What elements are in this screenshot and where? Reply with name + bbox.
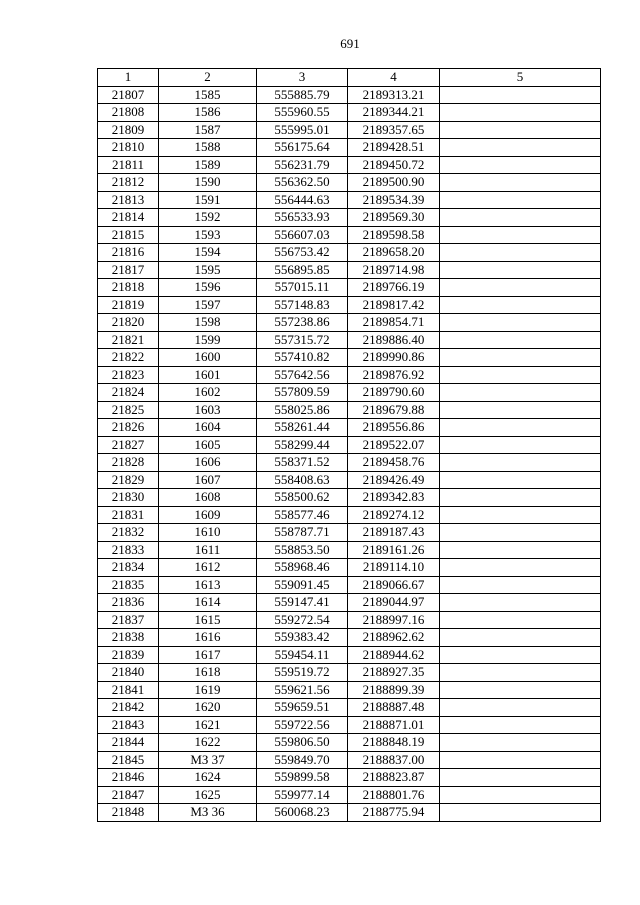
table-cell: 2189458.76 <box>348 454 440 472</box>
table-cell: 21841 <box>98 681 159 699</box>
table-cell: 2189187.43 <box>348 524 440 542</box>
table-cell: 1625 <box>159 786 257 804</box>
table-cell: 558371.52 <box>257 454 348 472</box>
table-cell: 21818 <box>98 279 159 297</box>
table-cell: 559519.72 <box>257 664 348 682</box>
table-cell: 558299.44 <box>257 436 348 454</box>
table-cell <box>440 191 601 209</box>
table-cell: 1588 <box>159 139 257 157</box>
table-cell: 559659.51 <box>257 699 348 717</box>
coordinates-table <box>97 68 601 822</box>
table-row <box>98 244 601 262</box>
table-cell <box>440 349 601 367</box>
table-row <box>98 646 601 664</box>
table-cell: 1600 <box>159 349 257 367</box>
table-cell: 21809 <box>98 121 159 139</box>
table-row <box>98 786 601 804</box>
table-row <box>98 664 601 682</box>
table-cell: 21843 <box>98 716 159 734</box>
table-cell: 2188997.16 <box>348 611 440 629</box>
table-cell: 557238.86 <box>257 314 348 332</box>
table-cell: 21846 <box>98 769 159 787</box>
table-cell: 1594 <box>159 244 257 262</box>
table-cell: 1605 <box>159 436 257 454</box>
table-cell: 560068.23 <box>257 804 348 822</box>
table-cell <box>440 156 601 174</box>
table-cell: 558500.62 <box>257 489 348 507</box>
table-row <box>98 541 601 559</box>
table-cell: 2189428.51 <box>348 139 440 157</box>
table-cell: 555995.01 <box>257 121 348 139</box>
table-cell: 556753.42 <box>257 244 348 262</box>
table-cell <box>440 296 601 314</box>
table-cell <box>440 594 601 612</box>
table-cell: 2189450.72 <box>348 156 440 174</box>
table-cell: 21808 <box>98 104 159 122</box>
table-cell <box>440 751 601 769</box>
table-cell: 2189886.40 <box>348 331 440 349</box>
table-cell <box>440 174 601 192</box>
table-row <box>98 769 601 787</box>
table-cell: 1589 <box>159 156 257 174</box>
table-cell <box>440 629 601 647</box>
table-cell: 21813 <box>98 191 159 209</box>
table-cell: 2188837.00 <box>348 751 440 769</box>
table-cell: 21827 <box>98 436 159 454</box>
table-row <box>98 121 601 139</box>
table-row <box>98 401 601 419</box>
table-cell: 556362.50 <box>257 174 348 192</box>
table-cell: 1596 <box>159 279 257 297</box>
table-cell: 556895.85 <box>257 261 348 279</box>
table-cell: 556231.79 <box>257 156 348 174</box>
table-row <box>98 156 601 174</box>
table-cell <box>440 664 601 682</box>
table-cell <box>440 769 601 787</box>
table-row <box>98 454 601 472</box>
table-cell: 2188944.62 <box>348 646 440 664</box>
table-cell: 1585 <box>159 86 257 104</box>
table-cell <box>440 244 601 262</box>
table-cell <box>440 611 601 629</box>
table-cell: 559977.14 <box>257 786 348 804</box>
table-cell: 21821 <box>98 331 159 349</box>
table-cell: 21840 <box>98 664 159 682</box>
table-cell: 555960.55 <box>257 104 348 122</box>
table-row <box>98 734 601 752</box>
table-cell: 21825 <box>98 401 159 419</box>
table-cell: 21839 <box>98 646 159 664</box>
table-cell <box>440 419 601 437</box>
table-cell <box>440 86 601 104</box>
table-cell: 2189161.26 <box>348 541 440 559</box>
table-cell: 556533.93 <box>257 209 348 227</box>
table-cell: 1603 <box>159 401 257 419</box>
table-cell: 2188848.19 <box>348 734 440 752</box>
table-cell: 1620 <box>159 699 257 717</box>
table-cell: 1587 <box>159 121 257 139</box>
table-cell: 21811 <box>98 156 159 174</box>
table-cell <box>440 366 601 384</box>
table-cell: 21847 <box>98 786 159 804</box>
table-row <box>98 436 601 454</box>
table-cell: 2189766.19 <box>348 279 440 297</box>
table-cell: 2188962.62 <box>348 629 440 647</box>
table-cell: 2189876.92 <box>348 366 440 384</box>
table-cell: 2189342.83 <box>348 489 440 507</box>
table-cell: 2189569.30 <box>348 209 440 227</box>
table-cell <box>440 226 601 244</box>
table-cell: 2189658.20 <box>348 244 440 262</box>
table-cell: 21822 <box>98 349 159 367</box>
table-cell: МЗ 36 <box>159 804 257 822</box>
table-cell: 2189817.42 <box>348 296 440 314</box>
table-cell: 21844 <box>98 734 159 752</box>
table-row <box>98 314 601 332</box>
table-cell <box>440 804 601 822</box>
table-cell: 1592 <box>159 209 257 227</box>
table-row <box>98 489 601 507</box>
table-cell: 2189598.58 <box>348 226 440 244</box>
table-row <box>98 716 601 734</box>
table-cell: 21835 <box>98 576 159 594</box>
table-cell <box>440 681 601 699</box>
table-cell: 1611 <box>159 541 257 559</box>
table-row <box>98 681 601 699</box>
table-row <box>98 524 601 542</box>
table-cell: 21807 <box>98 86 159 104</box>
table-row <box>98 279 601 297</box>
table-cell: 21812 <box>98 174 159 192</box>
table-cell <box>440 314 601 332</box>
table-cell: 559091.45 <box>257 576 348 594</box>
table-cell: 21834 <box>98 559 159 577</box>
table-cell <box>440 436 601 454</box>
table-row <box>98 349 601 367</box>
table-cell: 559621.56 <box>257 681 348 699</box>
table-row <box>98 419 601 437</box>
table-cell <box>440 139 601 157</box>
table-row <box>98 699 601 717</box>
table-cell: 1624 <box>159 769 257 787</box>
table-cell: 21810 <box>98 139 159 157</box>
table-cell: 558853.50 <box>257 541 348 559</box>
table-cell: 1616 <box>159 629 257 647</box>
table-cell: 559147.41 <box>257 594 348 612</box>
table-cell: 1619 <box>159 681 257 699</box>
table-row <box>98 629 601 647</box>
table-cell: 559272.54 <box>257 611 348 629</box>
table-cell: 1598 <box>159 314 257 332</box>
table-cell: 559383.42 <box>257 629 348 647</box>
table-cell: 1615 <box>159 611 257 629</box>
table-cell <box>440 121 601 139</box>
table-row <box>98 611 601 629</box>
table-row <box>98 594 601 612</box>
table-row <box>98 804 601 822</box>
table-cell: 558025.86 <box>257 401 348 419</box>
table-cell: 555885.79 <box>257 86 348 104</box>
table-cell <box>440 471 601 489</box>
table-cell: 1601 <box>159 366 257 384</box>
table-cell: 1609 <box>159 506 257 524</box>
table-cell: 1614 <box>159 594 257 612</box>
table-row <box>98 86 601 104</box>
table-cell: 558408.63 <box>257 471 348 489</box>
table-cell <box>440 279 601 297</box>
table-cell: 557148.83 <box>257 296 348 314</box>
column-header: 1 <box>98 69 159 87</box>
table-cell: 557642.56 <box>257 366 348 384</box>
table-cell: 21845 <box>98 751 159 769</box>
table-cell <box>440 576 601 594</box>
table-cell: 1617 <box>159 646 257 664</box>
table-cell <box>440 524 601 542</box>
table-cell: 559454.11 <box>257 646 348 664</box>
table-cell <box>440 261 601 279</box>
table-row <box>98 366 601 384</box>
table-row <box>98 471 601 489</box>
table-row <box>98 174 601 192</box>
table-cell <box>440 699 601 717</box>
table-cell: 1604 <box>159 419 257 437</box>
table-row <box>98 576 601 594</box>
table-cell: 1586 <box>159 104 257 122</box>
table-cell: 2189114.10 <box>348 559 440 577</box>
table-cell: 21838 <box>98 629 159 647</box>
table-cell: 21829 <box>98 471 159 489</box>
column-header: 3 <box>257 69 348 87</box>
table-cell: 559849.70 <box>257 751 348 769</box>
table-cell: 21831 <box>98 506 159 524</box>
table-cell: 2189854.71 <box>348 314 440 332</box>
table-cell: 557410.82 <box>257 349 348 367</box>
table-cell: 21823 <box>98 366 159 384</box>
table-cell: 21833 <box>98 541 159 559</box>
table-cell: 2188823.87 <box>348 769 440 787</box>
table-row <box>98 506 601 524</box>
table-cell: 2188899.39 <box>348 681 440 699</box>
table-cell <box>440 104 601 122</box>
table-cell <box>440 401 601 419</box>
table-cell <box>440 384 601 402</box>
table-cell <box>440 489 601 507</box>
table-cell: 21816 <box>98 244 159 262</box>
table-cell: 2188871.01 <box>348 716 440 734</box>
table-row <box>98 559 601 577</box>
table-cell <box>440 541 601 559</box>
table-cell: 556444.63 <box>257 191 348 209</box>
table-cell: 2189274.12 <box>348 506 440 524</box>
table-cell: 2188887.48 <box>348 699 440 717</box>
table-cell: 2189679.88 <box>348 401 440 419</box>
table-cell: 559806.50 <box>257 734 348 752</box>
table-cell <box>440 734 601 752</box>
table-cell: 558787.71 <box>257 524 348 542</box>
table-cell: 21826 <box>98 419 159 437</box>
table-row <box>98 226 601 244</box>
table-cell: 1599 <box>159 331 257 349</box>
table-cell <box>440 559 601 577</box>
table-row <box>98 331 601 349</box>
table-cell: 21848 <box>98 804 159 822</box>
table-row <box>98 104 601 122</box>
table-cell: 2189714.98 <box>348 261 440 279</box>
column-header: 4 <box>348 69 440 87</box>
table-cell <box>440 454 601 472</box>
table-cell: 2189313.21 <box>348 86 440 104</box>
table-row <box>98 139 601 157</box>
table-cell: 1608 <box>159 489 257 507</box>
table-cell: 558577.46 <box>257 506 348 524</box>
table-cell: 21819 <box>98 296 159 314</box>
table-row <box>98 296 601 314</box>
table-cell: 1622 <box>159 734 257 752</box>
table-cell <box>440 209 601 227</box>
table-cell: 2189534.39 <box>348 191 440 209</box>
table-cell: 21828 <box>98 454 159 472</box>
column-header: 2 <box>159 69 257 87</box>
table-cell: 2189044.97 <box>348 594 440 612</box>
table-cell: 2189556.86 <box>348 419 440 437</box>
table-cell <box>440 331 601 349</box>
table-cell: 21832 <box>98 524 159 542</box>
table-cell: 1612 <box>159 559 257 577</box>
table-cell: 21815 <box>98 226 159 244</box>
table-cell: 21837 <box>98 611 159 629</box>
table-cell: 21842 <box>98 699 159 717</box>
table-cell: 2188801.76 <box>348 786 440 804</box>
table-cell: 2189522.07 <box>348 436 440 454</box>
table-cell <box>440 646 601 664</box>
table-cell: 558968.46 <box>257 559 348 577</box>
table-cell: 2188927.35 <box>348 664 440 682</box>
table-cell: 1618 <box>159 664 257 682</box>
table-cell: 1621 <box>159 716 257 734</box>
table-cell: 557015.11 <box>257 279 348 297</box>
table-cell: 21836 <box>98 594 159 612</box>
table-cell: 557809.59 <box>257 384 348 402</box>
table-cell: 2189426.49 <box>348 471 440 489</box>
table-cell: 556175.64 <box>257 139 348 157</box>
table-cell: 1610 <box>159 524 257 542</box>
table-cell: 2189500.90 <box>348 174 440 192</box>
table-cell: 1591 <box>159 191 257 209</box>
table-cell: 21830 <box>98 489 159 507</box>
column-header: 5 <box>440 69 601 87</box>
table-cell: 2189990.86 <box>348 349 440 367</box>
table-cell: 2188775.94 <box>348 804 440 822</box>
table-cell: 1593 <box>159 226 257 244</box>
table-cell: 21820 <box>98 314 159 332</box>
table-cell: 556607.03 <box>257 226 348 244</box>
table-row <box>98 191 601 209</box>
table-cell: 21814 <box>98 209 159 227</box>
table-cell: 1602 <box>159 384 257 402</box>
table-cell <box>440 786 601 804</box>
page-number: 691 <box>340 36 360 51</box>
table-row <box>98 209 601 227</box>
table-row <box>98 751 601 769</box>
table-cell <box>440 716 601 734</box>
table-row <box>98 261 601 279</box>
table-cell: 21824 <box>98 384 159 402</box>
table-cell: 558261.44 <box>257 419 348 437</box>
table-cell: 2189066.67 <box>348 576 440 594</box>
table-row <box>98 384 601 402</box>
table-cell: 1607 <box>159 471 257 489</box>
table-cell: МЗ 37 <box>159 751 257 769</box>
table-cell: 2189790.60 <box>348 384 440 402</box>
table-cell: 557315.72 <box>257 331 348 349</box>
table-cell: 559722.56 <box>257 716 348 734</box>
table-cell: 21817 <box>98 261 159 279</box>
table-cell: 1613 <box>159 576 257 594</box>
table-cell: 559899.58 <box>257 769 348 787</box>
table-header-row <box>98 69 601 87</box>
table-cell <box>440 506 601 524</box>
table-cell: 2189357.65 <box>348 121 440 139</box>
table-cell: 1606 <box>159 454 257 472</box>
table-cell: 1597 <box>159 296 257 314</box>
table-cell: 2189344.21 <box>348 104 440 122</box>
table-cell: 1595 <box>159 261 257 279</box>
table-cell: 1590 <box>159 174 257 192</box>
